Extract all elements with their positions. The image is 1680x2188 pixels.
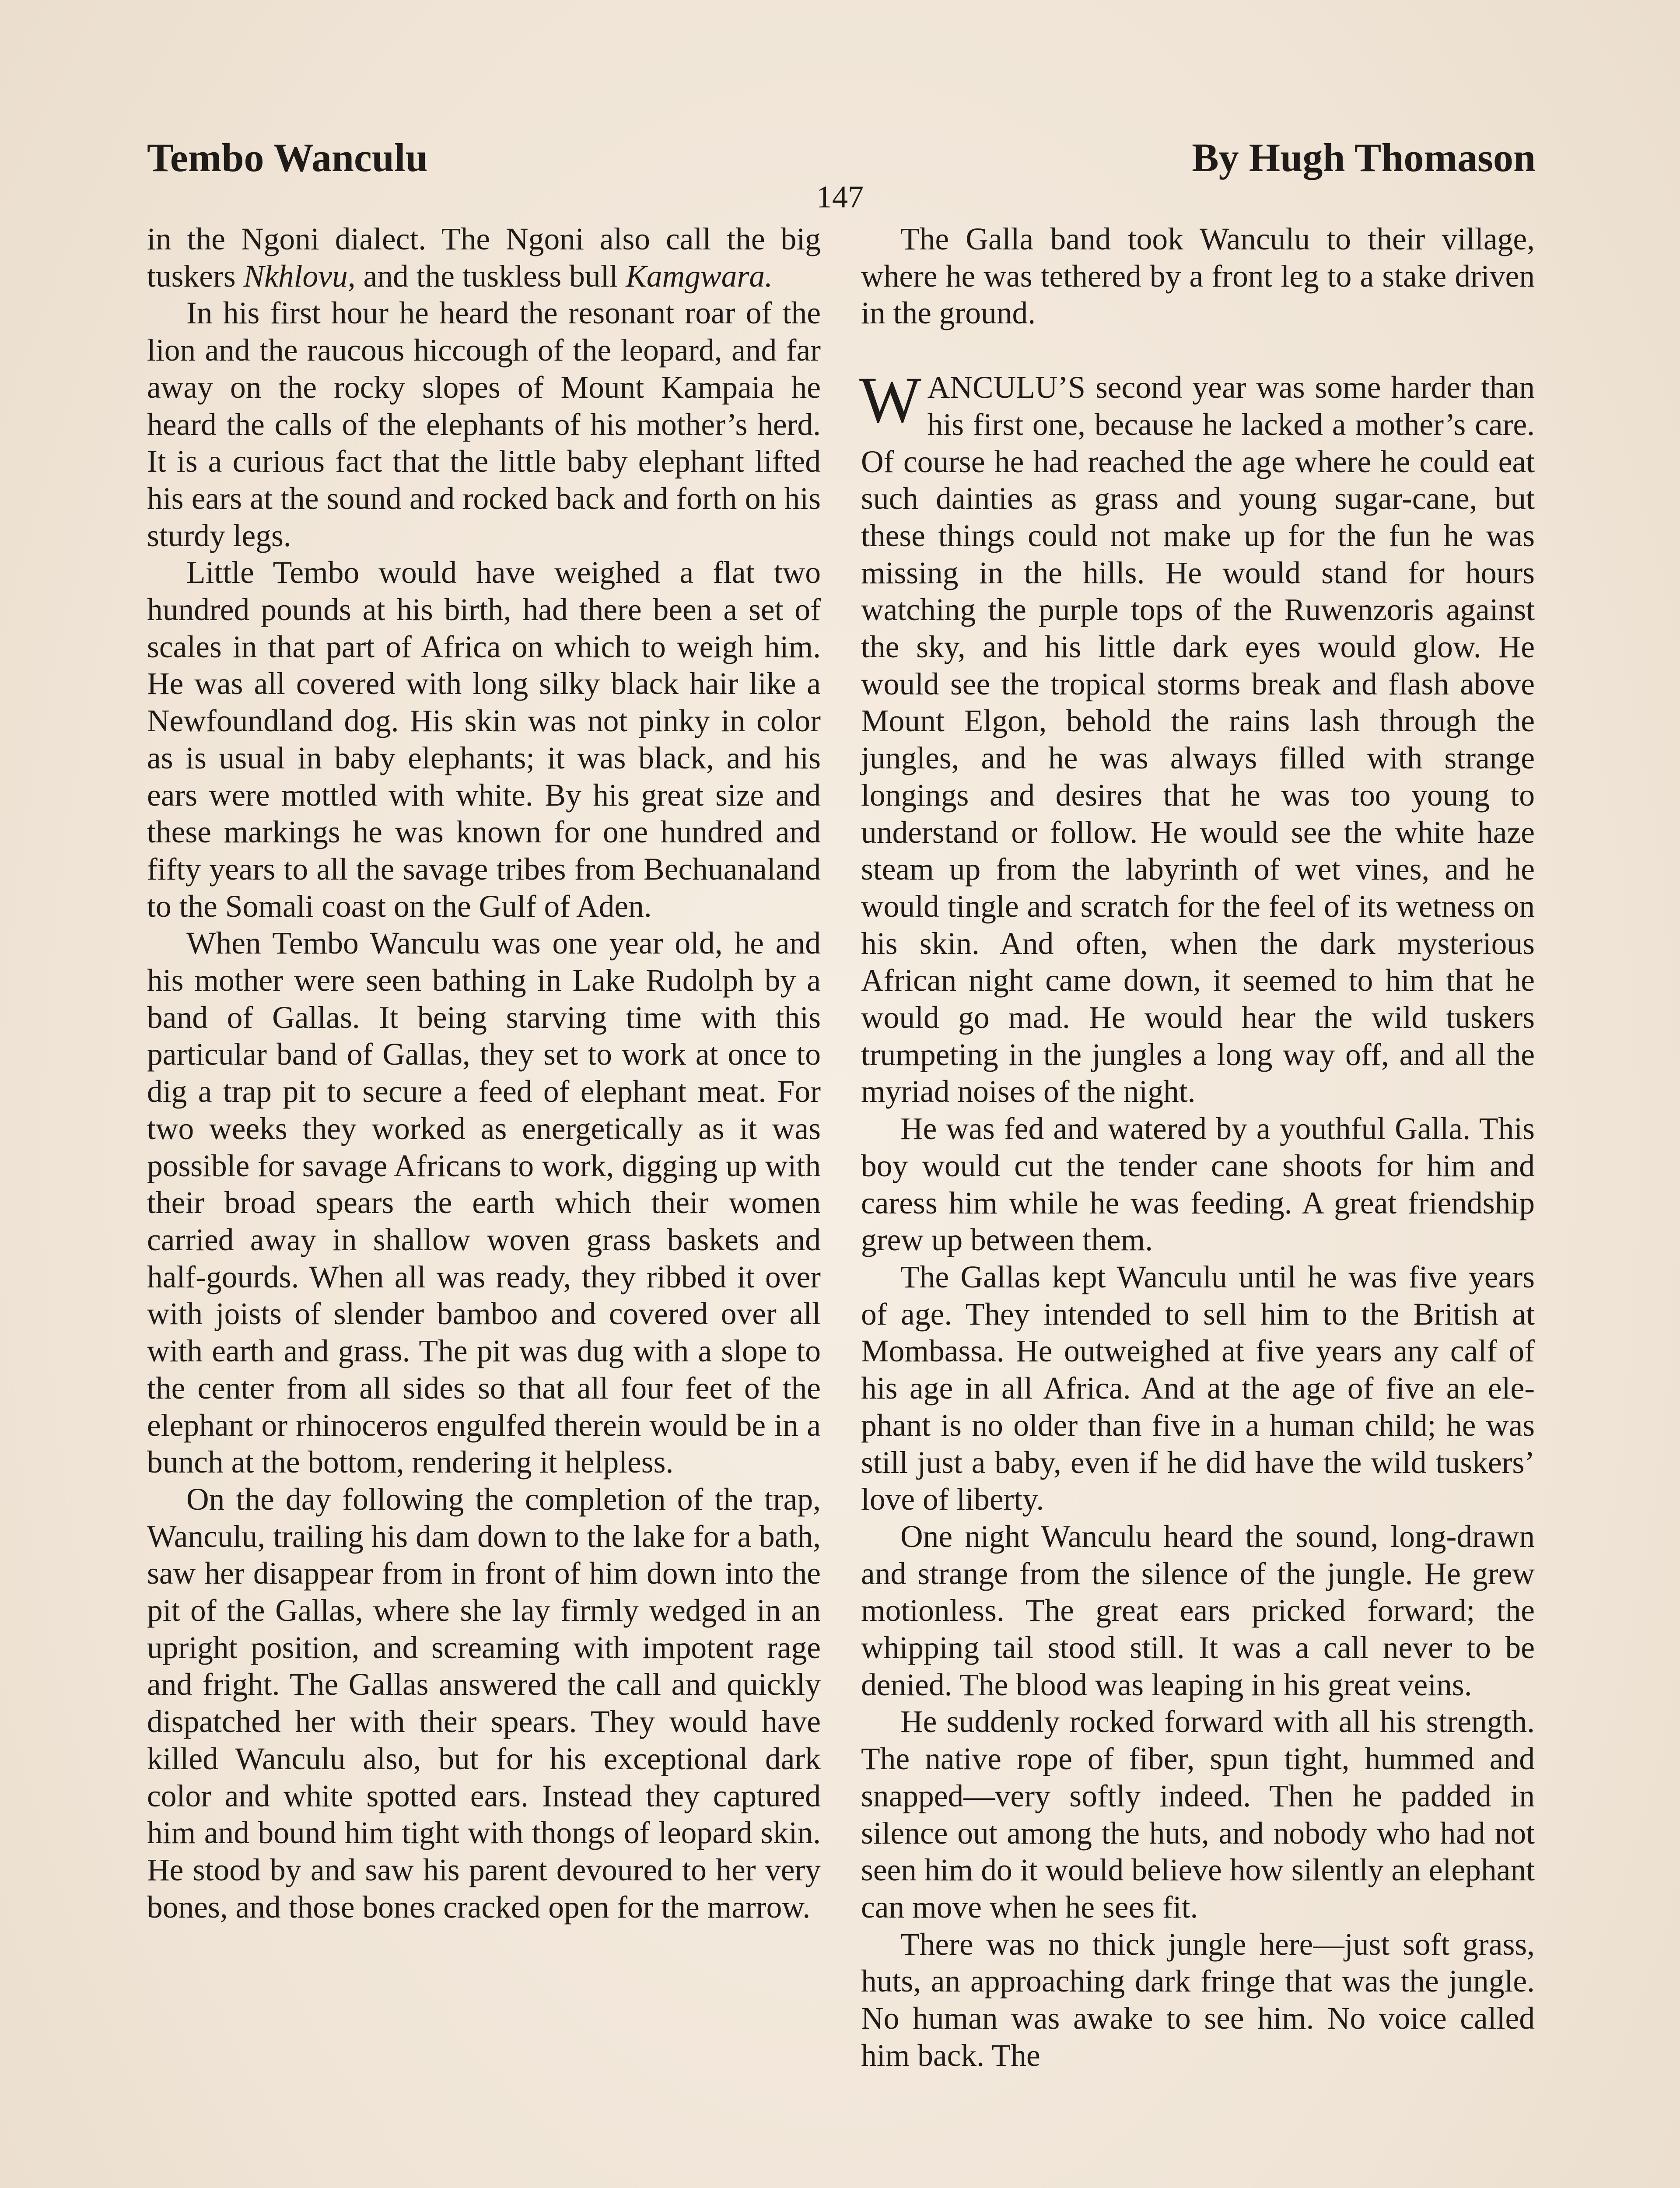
small-caps-lead: ANCULU’S [927, 370, 1086, 405]
paragraph: He was fed and watered by a youthful Galla. This boy would cut the tender cane shoots for him and caress him while he was feeding. A great friendship grew up between them. [861, 1112, 1535, 1258]
text-run: and the tuskless bull [355, 259, 626, 294]
right-column [861, 221, 1535, 2074]
text-run: second year was some harder than his first one, because he lacked a mother’s care. Of course he had reached the age where he could eat such dainties as grass and young sugar-cane, but these things could not make up for the fun he was missing in the hills. He would stand for hours watching the purple tops of the Ruwenzoris against the sky, and his little dark eyes would glow. He would see the tropical storms break and flash above Mount Elgon, behold the rains lash through the jungles, and he was always filled with strange longings and desires that he was too young to understand or follow. He would see the white haze steam up from the labyrinth of wet vines, and he would tingle and scratch for the feel of its wetness on his skin. And often, when the dark mysterious African night came down, it seemed to him that he would go mad. He would hear the wild tuskers trumpeting in the jungles a long way off, and all the myriad noises of the night. [861, 370, 1535, 1109]
section-opening-paragraph [859, 364, 1535, 1111]
paragraph: The Galla band took Wanculu to their village, where he was tethered by a front leg to a stake driven in the ground. [861, 222, 1535, 331]
paragraph: When Tembo Wanculu was one year old, he and his mother were seen bathing in Lake Rudolph by a band of Gallas. It being starving time with this particular band of Gallas, they set to work at once to dig a trap pit to secure a feed of elephant meat. For two weeks they worked as energetically as it was possible for savage Africans to work, digging up with their broad spears the earth which their women carried away in shallow woven grass baskets and half-gourds. When all was ready, they ribbed it over with joists of slender bamboo and covered over all with earth and grass. The pit was dug with a slope to the center from all sides so that all four feet of the elephant or rhinoceros engulfed therein would be in a bunch at the bottom, rendering it helpless. [147, 926, 821, 1480]
byline: By Hugh Thomason [1192, 135, 1536, 180]
paragraph: Little Tembo would have weighed a flat two hundred pounds at his birth, had there been a set of scales in that part of Africa on which to weigh him. He was all covered with long silky black hair like a Newfoundland dog. His skin was not pinky in color as is usual in baby elephants; it was black, and his ears were mottled with white. By his great size and these markings he was known for one hundred and fifty years to all the savage tribes from Bechuanaland to the Somali coast on the Gulf of Aden. [147, 555, 821, 924]
drop-cap: W [859, 364, 921, 437]
paragraph: He suddenly rocked forward with all his strength. The native rope of fiber, spun tight, hummed and snapped—very softly indeed. Then he padded in silence out among the huts, and nobody who had not seen him do it would believe how silently an elephant can move when he sees fit. [861, 1704, 1535, 1925]
italic-term: Kamgwara. [626, 259, 773, 294]
paragraph: There was no thick jungle here—just soft grass, huts, an approaching dark fringe that was the jungle. No human was awake to see him. No voice called him back. The [861, 1927, 1535, 2073]
paragraph: One night Wanculu heard the sound, long-drawn and strange from the silence of the jungle. He grew motionless. The great ears pricked forward; the whipping tail stood still. It was a call never to be denied. The blood was leaping in his great veins. [861, 1519, 1535, 1702]
story-title: Tembo Wanculu [147, 135, 428, 180]
left-column [147, 221, 821, 1926]
text-run: in the Ngoni dialect. The Ngoni also call the big tuskers [147, 222, 821, 294]
paragraph: On the day following the completion of the trap, Wanculu, trailing his dam down to the lake for a bath, saw her disappear from in front of him down into the pit of the Gallas, where she lay firmly wedged in an upright position, and screaming with impotent rage and fright. The Gallas answered the call and quickly dispatched her with their spears. They would have killed Wanculu also, but for his exceptional dark color and white spotted ears. Instead they captured him and bound him tight with thongs of leopard skin. He stood by and saw his parent devoured to her very bones, and those bones cracked open for the marrow. [147, 1482, 821, 1925]
paragraph [147, 221, 821, 295]
page-number: 147 [816, 179, 864, 214]
paragraph: In his first hour he heard the resonant roar of the lion and the raucous hiccough of the leopard, and far away on the rocky slopes of Mount Kampaia he heard the calls of the elephants of his mother’s herd. It is a curious fact that the little baby elephant lifted his ears at the sound and rocked back and forth on his sturdy legs. [147, 296, 821, 553]
italic-term: Nkhlovu, [243, 259, 356, 294]
running-header [147, 131, 1536, 184]
paragraph: The Gallas kept Wanculu until he was five years of age. They intended to sell him to the British at Mombassa. He outweighed at five years any calf of his age in all Africa. And at the age of five an elephant is no older than five in a human child; he was still just a baby, even if he did have the wild tuskers’ love of liberty. [861, 1259, 1535, 1517]
